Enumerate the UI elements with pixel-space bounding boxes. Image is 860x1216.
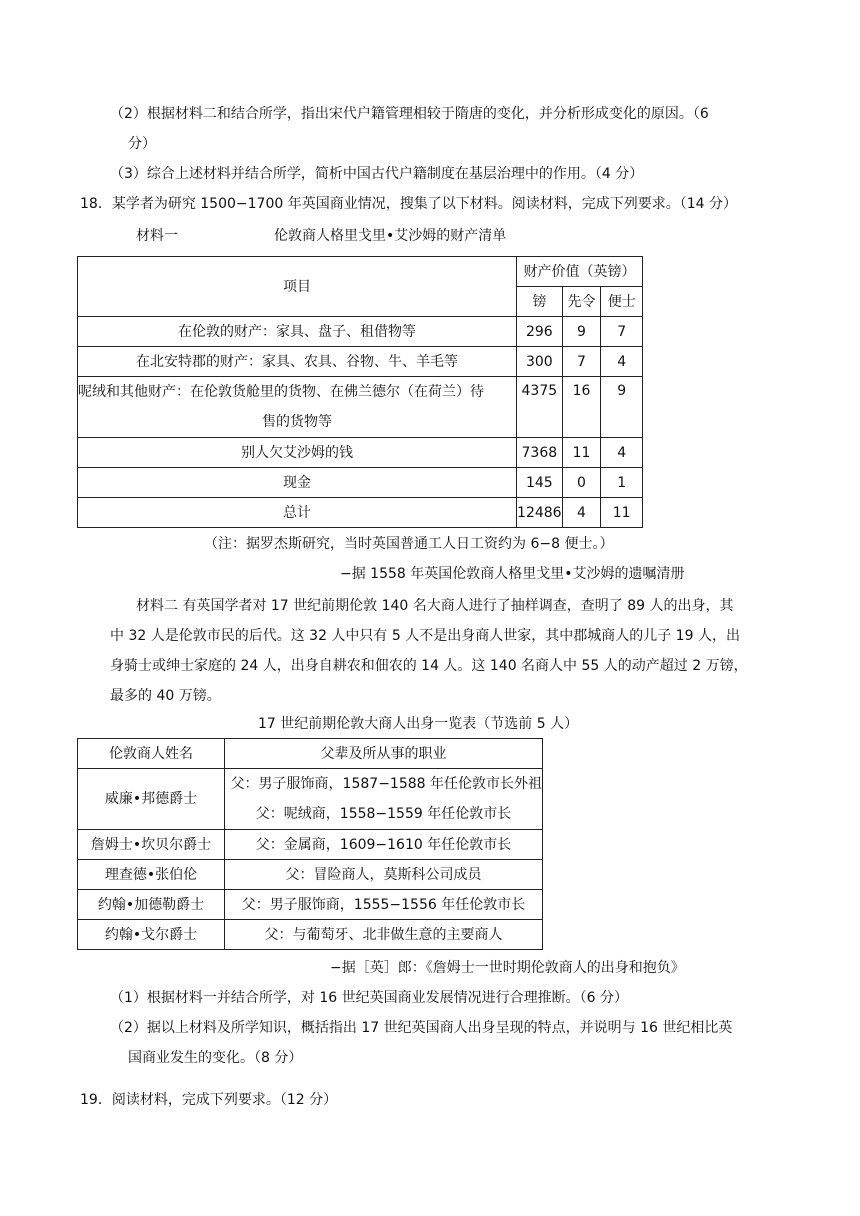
cell-pound: 296 [517, 317, 563, 347]
cell-pence: 7 [601, 317, 643, 347]
table-row [78, 890, 543, 920]
table-row [78, 317, 643, 347]
cell-shilling: 11 [562, 438, 601, 468]
cell-job: 父：与葡萄牙、北非做生意的主要商人 [225, 920, 543, 950]
q18-sub2-line1: （2）据以上材料及所学知识，概括指出 17 世纪英国商人出身呈现的特点，并说明与 16 世纪相比英 [110, 1020, 733, 1036]
header-name: 伦敦商人姓名 [78, 739, 225, 769]
table-note: （注：据罗杰斯研究，当时英国普通工人日工资约为 6−8 便士。） [204, 536, 614, 552]
cell-shilling: 9 [562, 317, 601, 347]
table-row [78, 468, 643, 498]
q17-item3: （3）综合上述材料并结合所学，简析中国古代户籍制度在基层治理中的作用。（4 分） [110, 166, 644, 182]
cell-pound: 7368 [517, 438, 563, 468]
q17-item2: （2）根据材料二和结合所学，指出宋代户籍管理相较于隋唐的变化，并分析形成变化的原因。（6 [110, 106, 709, 122]
material2-line3: 身骑士或绅士家庭的 24 人，出身自耕农和佃农的 14 人。这 140 名商人中 55 人的动产超过 2 万镑， [110, 658, 748, 674]
cell-pence: 4 [601, 347, 643, 377]
q19-stem: 19．阅读材料，完成下列要求。（12 分） [80, 1092, 338, 1108]
q18-sub1: （1）根据材料一并结合所学，对 16 世纪英国商业发展情况进行合理推断。（6 分） [110, 990, 628, 1006]
cell-pound: 12486 [517, 498, 563, 528]
cell-shilling: 16 [562, 377, 601, 438]
cell-item: 现金 [78, 468, 517, 498]
cell-name: 詹姆士•坎贝尔爵士 [78, 830, 225, 860]
cell-item: 总计 [78, 498, 517, 528]
cell-shilling: 0 [562, 468, 601, 498]
table-row [78, 347, 643, 377]
cell-item-line1: 呢绒和其他财产：在伦敦货舱里的货物、在佛兰德尔（在荷兰）待 [78, 384, 484, 400]
table-row [78, 920, 543, 950]
cell-job: 父：冒险商人，莫斯科公司成员 [225, 860, 543, 890]
cell-pence: 4 [601, 438, 643, 468]
table-row [78, 769, 543, 830]
material1-label: 材料一 [136, 228, 178, 244]
cell-item: 在北安特郡的财产：家具、农具、谷物、牛、羊毛等 [78, 347, 517, 377]
source1: −据 1558 年英国伦敦商人格里戈里•艾沙姆的遗嘱清册 [340, 566, 685, 582]
cell-name: 威廉•邦德爵士 [78, 769, 225, 830]
cell-job-line1: 父：男子服饰商，1587−1588 年任伦敦市长外祖 [230, 776, 542, 792]
property-table [77, 256, 643, 528]
cell-pound: 300 [517, 347, 563, 377]
cell-name: 理查德•张伯伦 [78, 860, 225, 890]
table-row [78, 830, 543, 860]
cell-item [78, 377, 517, 438]
cell-pence: 9 [601, 377, 643, 438]
cell-pound: 4375 [517, 377, 563, 438]
cell-pence: 1 [601, 468, 643, 498]
cell-name: 约翰•戈尔爵士 [78, 920, 225, 950]
cell-job-line2: 父：呢绒商，1558−1559 年任伦敦市长 [255, 806, 512, 822]
material2-line2: 中 32 人是伦敦市民的后代。这 32 人中只有 5 人不是出身商人世家，其中郡城商人的儿子 19 人，出 [110, 628, 740, 644]
material2-line1: 材料二 有英国学者对 17 世纪前期伦敦 140 名大商人进行了抽样调查，查明了 89 人的出身，其 [136, 598, 734, 614]
q17-item2-cont: 分） [128, 136, 156, 152]
cell-job [225, 769, 543, 830]
material2-line4: 最多的 40 万镑。 [110, 688, 221, 704]
merchant-table [77, 738, 543, 950]
q18-stem: 18．某学者为研究 1500−1700 年英国商业情况，搜集了以下材料。阅读材料，完成下列要求。（14 分） [80, 196, 737, 212]
table-row [78, 860, 543, 890]
cell-shilling: 4 [562, 498, 601, 528]
header-value: 财产价值（英镑） [517, 257, 643, 287]
table-row [78, 438, 643, 468]
header-pence: 便士 [601, 287, 643, 317]
cell-item: 别人欠艾沙姆的钱 [78, 438, 517, 468]
header-job: 父辈及所从事的职业 [225, 739, 543, 769]
material1-title: 伦敦商人格里戈里•艾沙姆的财产清单 [274, 228, 507, 244]
cell-item-line2: 售的货物等 [262, 414, 333, 430]
q18-sub2-line2: 国商业发生的变化。（8 分） [128, 1050, 303, 1066]
cell-pound: 145 [517, 468, 563, 498]
cell-pence: 11 [601, 498, 643, 528]
cell-item: 在伦敦的财产：家具、盘子、租借物等 [78, 317, 517, 347]
table2-title: 17 世纪前期伦敦大商人出身一览表（节选前 5 人） [258, 716, 579, 732]
cell-job: 父：金属商，1609−1610 年任伦敦市长 [225, 830, 543, 860]
header-item: 项目 [78, 257, 517, 317]
cell-shilling: 7 [562, 347, 601, 377]
cell-name: 约翰•加德勒爵士 [78, 890, 225, 920]
header-shilling: 先令 [562, 287, 601, 317]
table-row [78, 377, 643, 438]
cell-job: 父：男子服饰商，1555−1556 年任伦敦市长 [225, 890, 543, 920]
source2: −据［英］郎：《詹姆士一世时期伦敦商人的出身和抱负》 [330, 960, 685, 976]
table-row [78, 498, 643, 528]
header-pound: 镑 [517, 287, 563, 317]
